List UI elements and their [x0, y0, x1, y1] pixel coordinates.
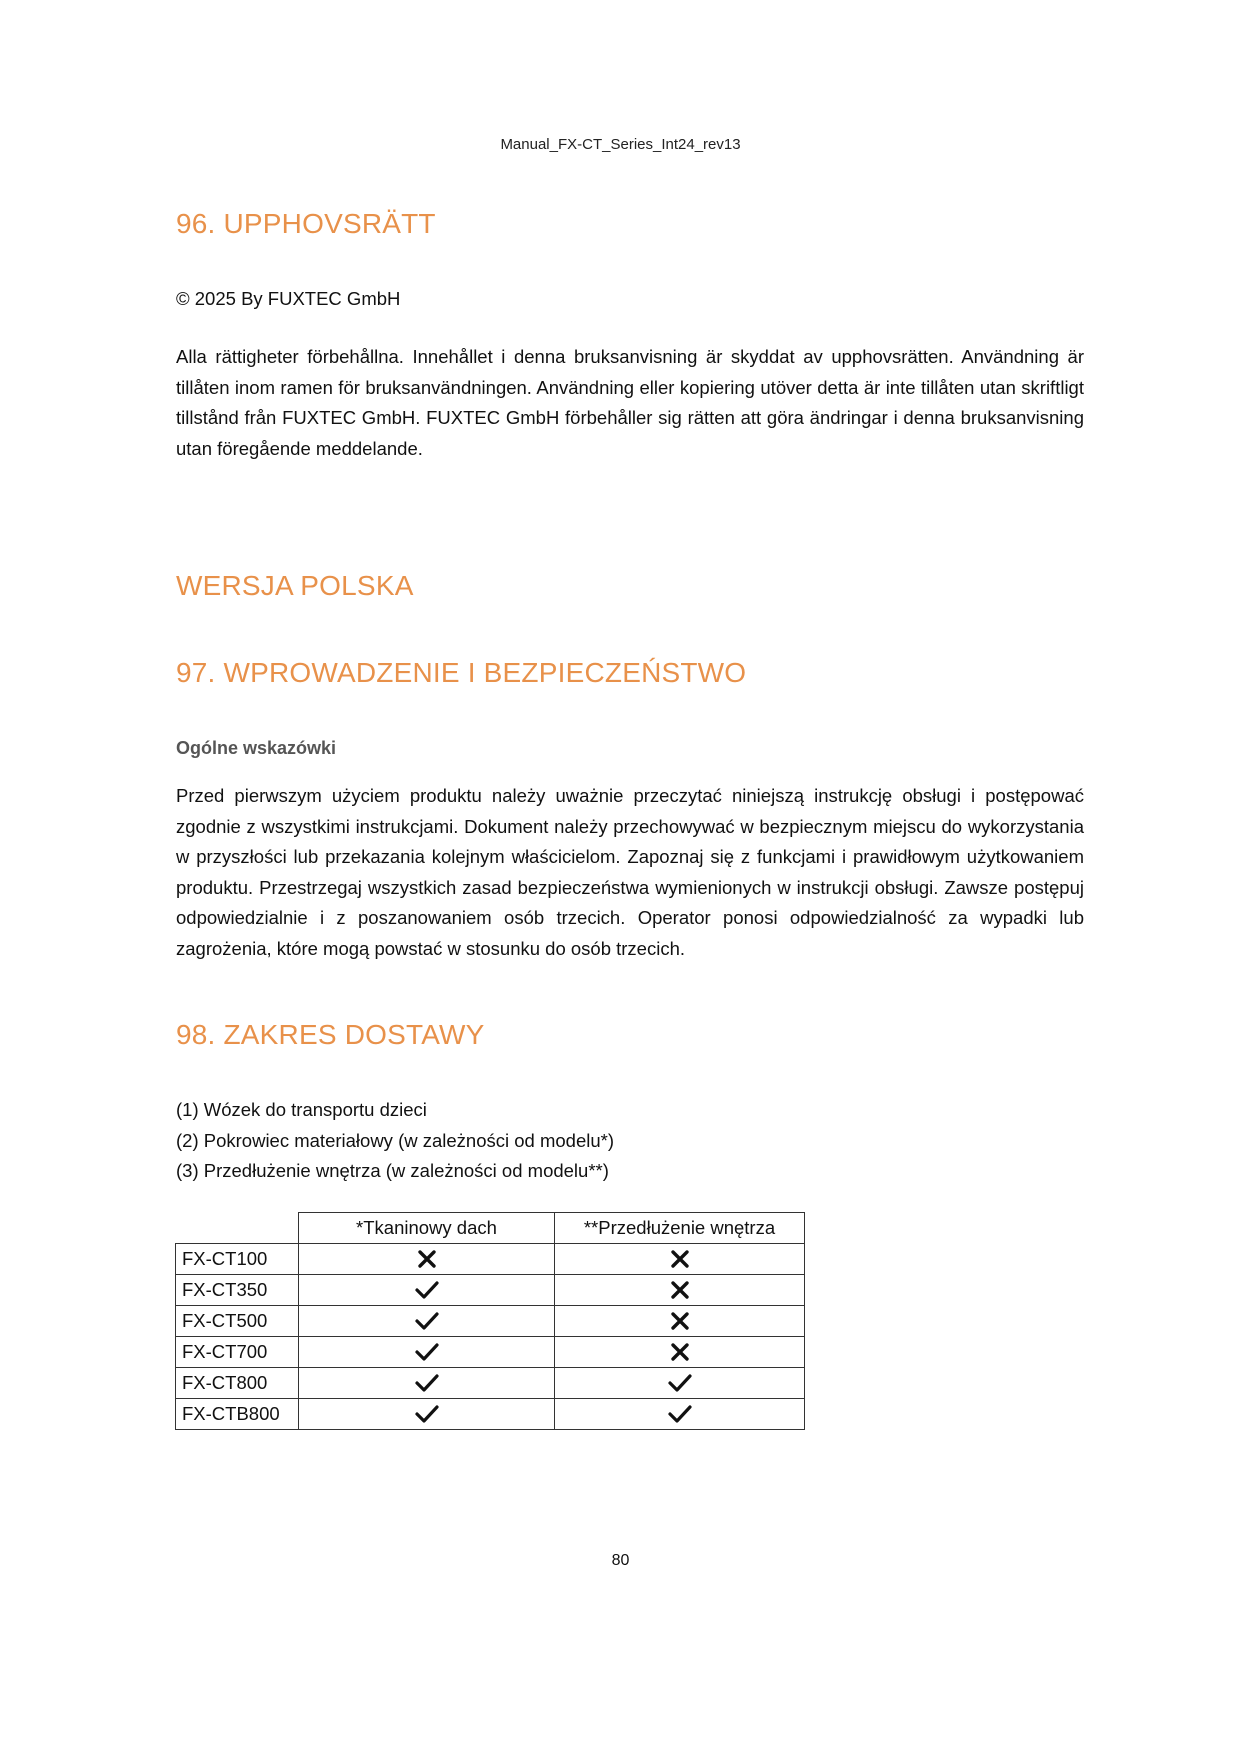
check-icon — [555, 1373, 804, 1393]
page-number: 80 — [611, 1552, 630, 1569]
section-97-subheading: Ogólne wskazówki — [176, 738, 337, 758]
model-name-cell: FX-CTB800 — [176, 1399, 299, 1430]
check-icon — [299, 1404, 554, 1424]
column-header-fabric-roof: *Tkaninowy dach — [299, 1213, 555, 1244]
model-name-cell: FX-CT100 — [176, 1244, 299, 1275]
section-97-title: 97. WPROWADZENIE I BEZPIECZEŃSTWO — [176, 657, 747, 688]
fabric-roof-cell — [299, 1399, 555, 1430]
cross-icon — [555, 1249, 804, 1269]
section-96-body: Alla rättigheter förbehållna. Innehållet i denna bruksanvisning är skyddat av upphovsrätten. Användning är tillåten inom ramen för bruksanvändningen. Användning eller kopiering utöver detta är inte tillåten utan skriftligt tillstånd från FUXTEC GmbH. FUXTEC GmbH förbehåller sig rätten att göra ändringar i denna bruksanvisning utan föregående meddelande. — [176, 346, 1084, 459]
interior-extension-cell — [555, 1337, 805, 1368]
model-features-table — [175, 1212, 805, 1430]
check-icon — [299, 1373, 554, 1393]
section-98-title: 98. ZAKRES DOSTAWY — [176, 1019, 485, 1050]
check-icon — [299, 1311, 554, 1331]
fabric-roof-cell — [299, 1368, 555, 1399]
table-row — [176, 1306, 805, 1337]
section-96-title: 96. UPPHOVSRÄTT — [176, 208, 436, 239]
table-row — [176, 1368, 805, 1399]
table-corner-cell — [176, 1213, 299, 1244]
section-97-body: Przed pierwszym użyciem produktu należy uważnie przeczytać niniejszą instrukcję obsługi i postępować zgodnie z wszystkimi instrukcjami. Dokument należy przechowywać w bezpiecznym miejscu do wykorzystania w przyszłości lub przekazania kolejnym właścicielom. Zapoznaj się z funkcjami i prawidłowym użytkowaniem produktu. Przestrzegaj wszystkich zasad bezpieczeństwa wymienionych w instrukcji obsługi. Zawsze postępuj odpowiedzialnie i z poszanowaniem osób trzecich. Operator ponosi odpowiedzialność za wypadki lub zagrożenia, które mogą powstać w stosunku do osób trzecich. — [176, 785, 1084, 959]
interior-extension-cell — [555, 1399, 805, 1430]
check-icon — [555, 1404, 804, 1424]
cross-icon — [555, 1311, 804, 1331]
table-header-row — [176, 1213, 805, 1244]
cross-icon — [299, 1249, 554, 1269]
column-header-interior-extension: **Przedłużenie wnętrza — [555, 1213, 805, 1244]
table-row — [176, 1275, 805, 1306]
cross-icon — [555, 1342, 804, 1362]
language-heading: WERSJA POLSKA — [176, 570, 414, 601]
document-header: Manual_FX-CT_Series_Int24_rev13 — [500, 136, 741, 153]
model-name-cell: FX-CT500 — [176, 1306, 299, 1337]
model-name-cell: FX-CT800 — [176, 1368, 299, 1399]
delivery-list — [176, 1095, 614, 1187]
fabric-roof-cell — [299, 1275, 555, 1306]
interior-extension-cell — [555, 1244, 805, 1275]
check-icon — [299, 1342, 554, 1362]
check-icon — [299, 1280, 554, 1300]
delivery-list-item: (1) Wózek do transportu dzieci — [176, 1099, 427, 1120]
table-row — [176, 1244, 805, 1275]
interior-extension-cell — [555, 1368, 805, 1399]
fabric-roof-cell — [299, 1244, 555, 1275]
table-row — [176, 1399, 805, 1430]
model-name-cell: FX-CT700 — [176, 1337, 299, 1368]
delivery-list-item: (2) Pokrowiec materiałowy (w zależności od modelu*) — [176, 1129, 614, 1151]
copyright-line: © 2025 By FUXTEC GmbH — [176, 288, 401, 309]
table-row — [176, 1337, 805, 1368]
model-name-cell: FX-CT350 — [176, 1275, 299, 1306]
interior-extension-cell — [555, 1275, 805, 1306]
delivery-list-item: (3) Przedłużenie wnętrza (w zależności od modelu**) — [176, 1160, 609, 1181]
cross-icon — [555, 1280, 804, 1300]
interior-extension-cell — [555, 1306, 805, 1337]
fabric-roof-cell — [299, 1306, 555, 1337]
fabric-roof-cell — [299, 1337, 555, 1368]
